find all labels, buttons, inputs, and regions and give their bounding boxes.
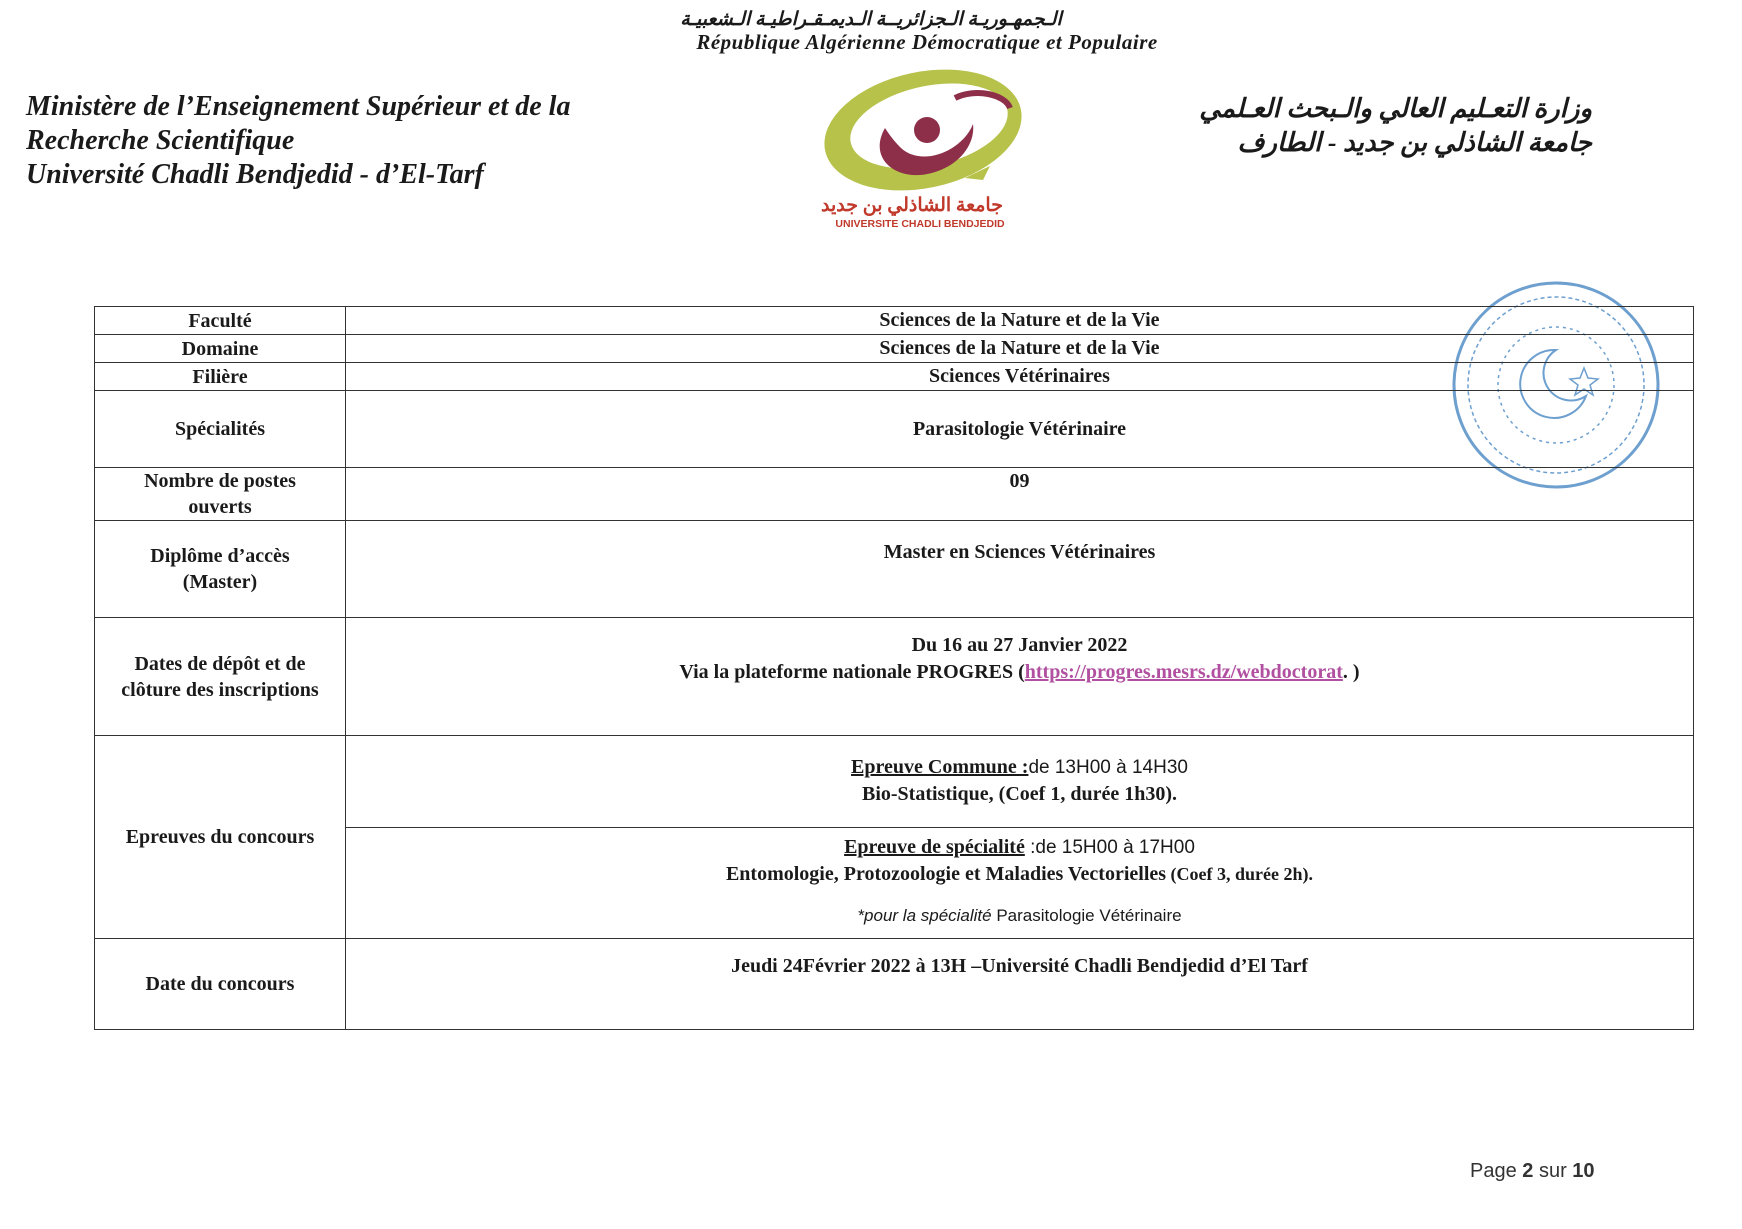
page-word: Page (1470, 1160, 1523, 1182)
dates-label-line1: Dates de dépôt et de (134, 652, 306, 675)
ministry-fr-line2: Recherche Scientifique (26, 125, 295, 156)
diplome-label (95, 521, 346, 618)
epreuve-specialite-title: Epreuve de spécialité (844, 836, 1025, 858)
page-sur-word: sur (1533, 1160, 1573, 1182)
progres-link[interactable]: https://progres.mesrs.dz/webdoctorat (1024, 661, 1343, 683)
logo-text-fr: UNIVERSITE CHADLI BENDJEDID (835, 218, 1005, 230)
date-concours-label: Date du concours (95, 939, 346, 1030)
epreuve-specialite-header (346, 834, 1693, 861)
table-row-domaine (95, 335, 1694, 363)
specialite-note-italic: *pour la spécialité (857, 906, 992, 925)
epreuve-specialite-coef: (Coef 3, durée 2h). (1166, 864, 1314, 884)
table-row-diplome (95, 521, 1694, 618)
postes-label-line1: Nombre de postes (144, 470, 296, 492)
epreuve-commune-time: de 13H00 à 14H30 (1028, 757, 1188, 778)
domaine-label: Domaine (95, 335, 346, 363)
epreuve-commune-title: Epreuve Commune : (851, 756, 1029, 778)
ministry-fr-block (26, 90, 570, 192)
filiere-label: Filière (95, 363, 346, 391)
dates-value (346, 618, 1694, 736)
date-concours-value: Jeudi 24Février 2022 à 13H –Université Chadli Bendjedid d’El Tarf (346, 939, 1694, 1030)
domaine-value: Sciences de la Nature et de la Vie (346, 335, 1694, 363)
filiere-value: Sciences Vétérinaires (346, 363, 1694, 391)
ministry-ar: وزارة التعـليم العالي والـبحث العـلمي (1199, 94, 1592, 123)
table-row-date-concours (95, 939, 1694, 1030)
concours-info-table (94, 306, 1694, 1030)
diplome-value: Master en Sciences Vétérinaires (346, 521, 1694, 618)
dates-platform-suffix: . ) (1342, 661, 1360, 683)
university-fr: Université Chadli Bendjedid - d’El-Tarf (26, 159, 484, 190)
epreuve-specialite-detail-line (346, 861, 1693, 888)
dates-label (95, 618, 346, 736)
epreuves-label: Epreuves du concours (95, 736, 346, 939)
page-current: 2 (1522, 1160, 1534, 1182)
epreuve-commune-block (346, 736, 1693, 828)
arabic-republic-title: الـجمهـوريـة الـجزائريــة الـديمـقـراطيـة الـشعبيـة (680, 9, 1062, 30)
french-republic-title (0, 30, 1742, 55)
epreuves-value (346, 736, 1694, 939)
specialite-note-rest: Parasitologie Vétérinaire (991, 906, 1182, 925)
faculte-value: Sciences de la Nature et de la Vie (346, 307, 1694, 335)
postes-label-line2: ouverts (188, 496, 252, 518)
table-row-filiere (95, 363, 1694, 391)
table-row-faculte (95, 307, 1694, 335)
epreuve-specialite-time: :de 15H00 à 17H00 (1024, 837, 1195, 858)
specialites-value: Parasitologie Vétérinaire (346, 391, 1694, 468)
postes-value: 09 (346, 468, 1694, 521)
diplome-label-line1: Diplôme d’accès (150, 545, 290, 567)
ministry-ar-block (1199, 92, 1592, 160)
page-total: 10 (1572, 1160, 1595, 1182)
university-ar: جامعة الشاذلي بن جديد - الطارف (1237, 128, 1592, 157)
ministry-fr-line1: Ministère de l’Enseignement Supérieur et de la (26, 91, 571, 122)
diplome-label-line2: (Master) (182, 571, 258, 593)
epreuve-specialite-detail: Entomologie, Protozoologie et Maladies Vectorielles (725, 863, 1167, 885)
specialites-label: Spécialités (95, 391, 346, 468)
dates-period: Du 16 au 27 Janvier 2022 (911, 634, 1128, 656)
dates-label-line2: clôture des inscriptions (121, 678, 319, 701)
table-row-epreuves (95, 736, 1694, 939)
table-row-specialites (95, 391, 1694, 468)
postes-label (95, 468, 346, 521)
table-row-dates (95, 618, 1694, 736)
french-republic-text: République Algérienne Démocratique et Populaire (696, 30, 1158, 54)
dates-platform-prefix: Via la plateforme nationale PROGRES ( (679, 661, 1025, 683)
dates-platform-line (354, 659, 1685, 686)
specialite-note (346, 902, 1693, 929)
epreuve-specialite-block (346, 828, 1693, 938)
epreuve-commune-header (346, 754, 1693, 781)
table-row-postes (95, 468, 1694, 521)
faculte-label: Faculté (95, 307, 346, 335)
logo-text-ar: جامعة الشاذلي بن جديد (821, 195, 1003, 216)
page-number (1470, 1160, 1595, 1183)
epreuve-commune-detail: Bio-Statistique, (Coef 1, durée 1h30). (862, 783, 1177, 805)
